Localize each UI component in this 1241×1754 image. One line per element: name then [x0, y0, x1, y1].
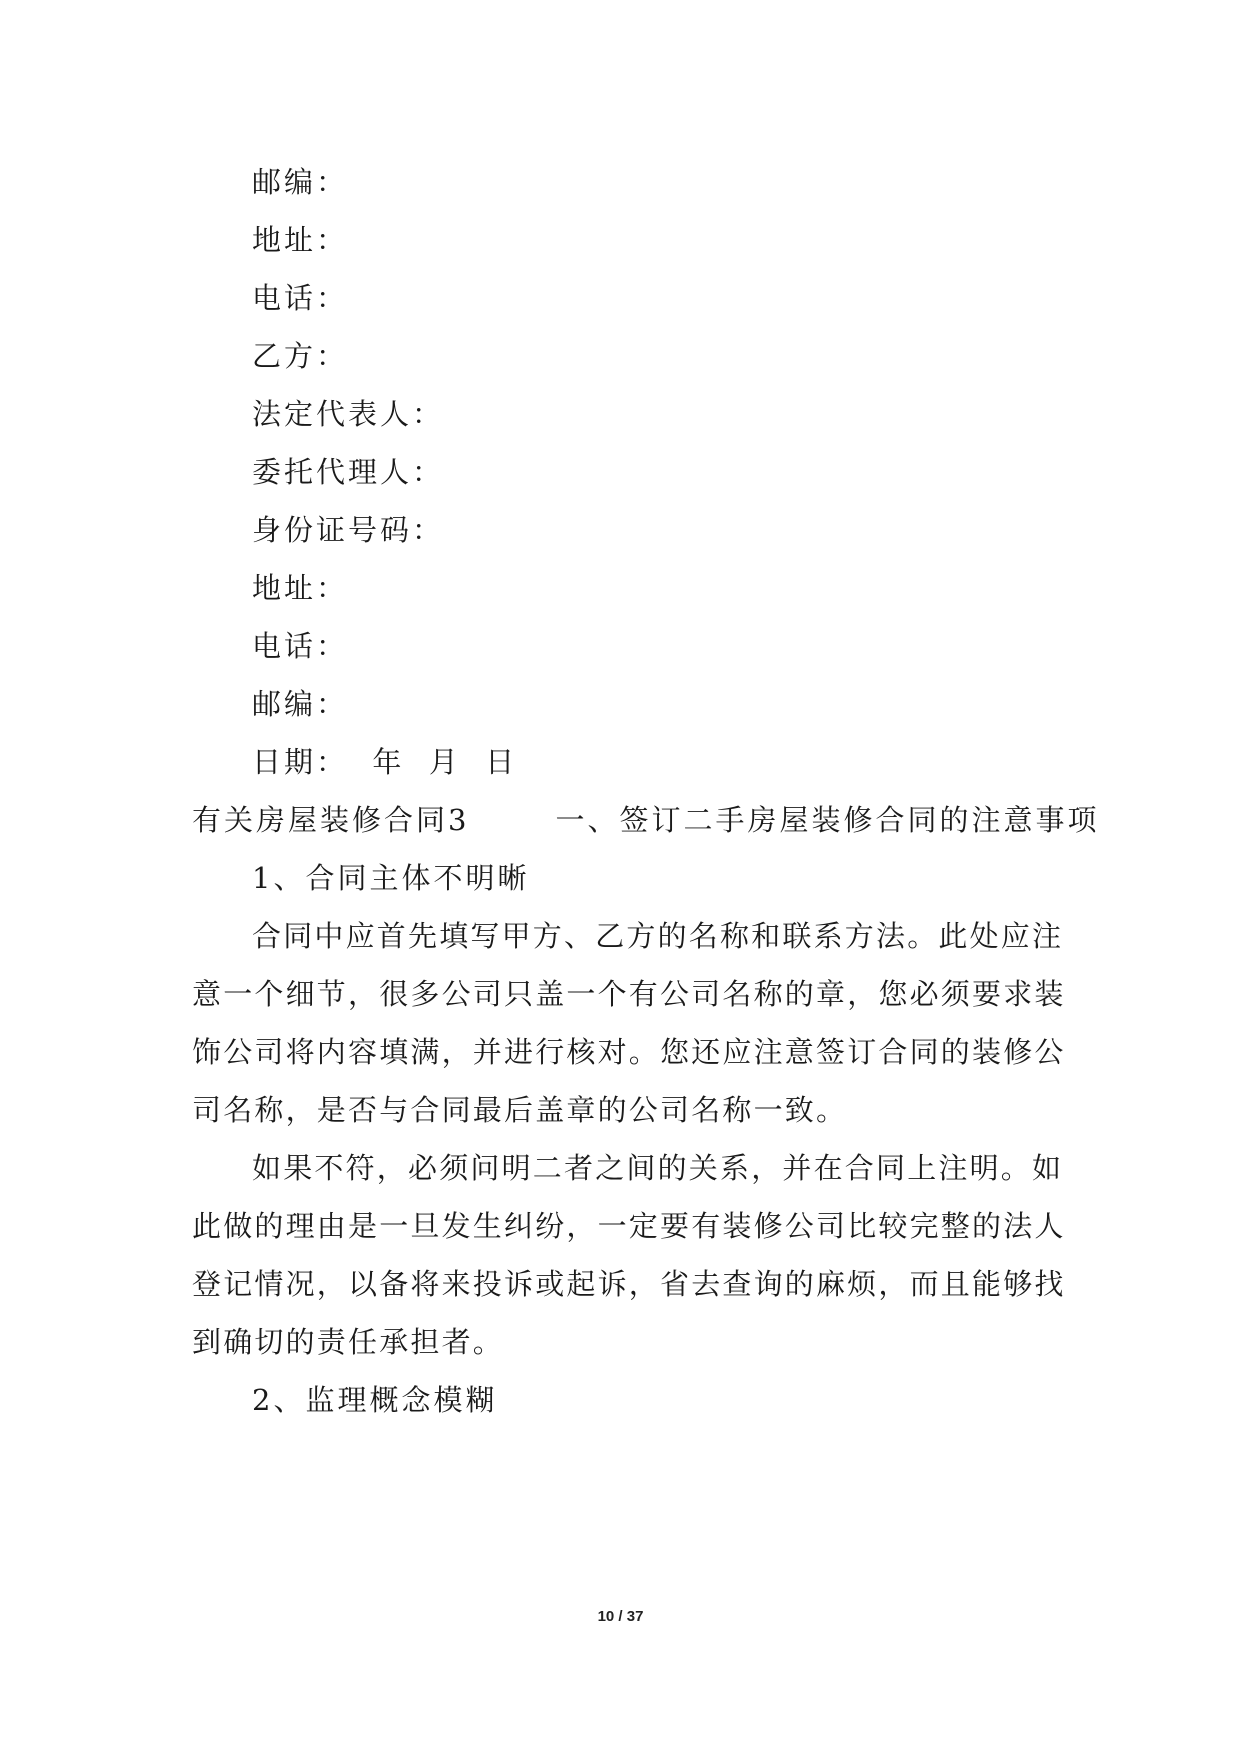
para2-line: 如果不符，必须问明二者之间的关系，并在合同上注明。如 — [252, 1151, 1064, 1185]
para1-line: 饰公司将内容填满，并进行核对。您还应注意签订合同的装修公 — [192, 1035, 1066, 1069]
field-phone-b: 电话： — [252, 629, 349, 663]
field-party-b: 乙方： — [252, 339, 349, 373]
para1-line: 合同中应首先填写甲方、乙方的名称和联系方法。此处应注 — [252, 919, 1064, 953]
field-address-b: 地址： — [252, 571, 349, 605]
para2-line: 此做的理由是一旦发生纠纷，一定要有装修公司比较完整的法人 — [192, 1209, 1066, 1243]
field-phone: 电话： — [252, 281, 349, 315]
field-postcode: 邮编： — [252, 165, 349, 199]
para2-line: 到确切的责任承担者。 — [192, 1325, 505, 1359]
field-authorized-agent: 委托代理人： — [252, 455, 445, 489]
field-date: 日期： 年 月 日 — [252, 745, 518, 779]
field-id-number: 身份证号码： — [252, 513, 445, 547]
field-postcode-b: 邮编： — [252, 687, 349, 721]
para1-line: 司名称，是否与合同最后盖章的公司名称一致。 — [192, 1093, 848, 1127]
section-heading — [192, 800, 1100, 840]
section-subtitle: 一、签订二手房屋装修合同的注意事项 — [555, 803, 1100, 837]
page-number: 10 / 37 — [597, 1608, 644, 1625]
field-address: 地址： — [252, 223, 349, 257]
field-legal-representative: 法定代表人： — [252, 397, 445, 431]
section-title: 有关房屋装修合同3 — [192, 803, 470, 837]
para1-line: 意一个细节，很多公司只盖一个有公司名称的章，您必须要求装 — [192, 977, 1066, 1011]
para2-line: 登记情况，以备将来投诉或起诉，省去查询的麻烦，而且能够找 — [192, 1267, 1066, 1301]
item1-heading: 1、合同主体不明晰 — [252, 861, 530, 895]
item2-heading: 2、监理概念模糊 — [252, 1383, 498, 1417]
